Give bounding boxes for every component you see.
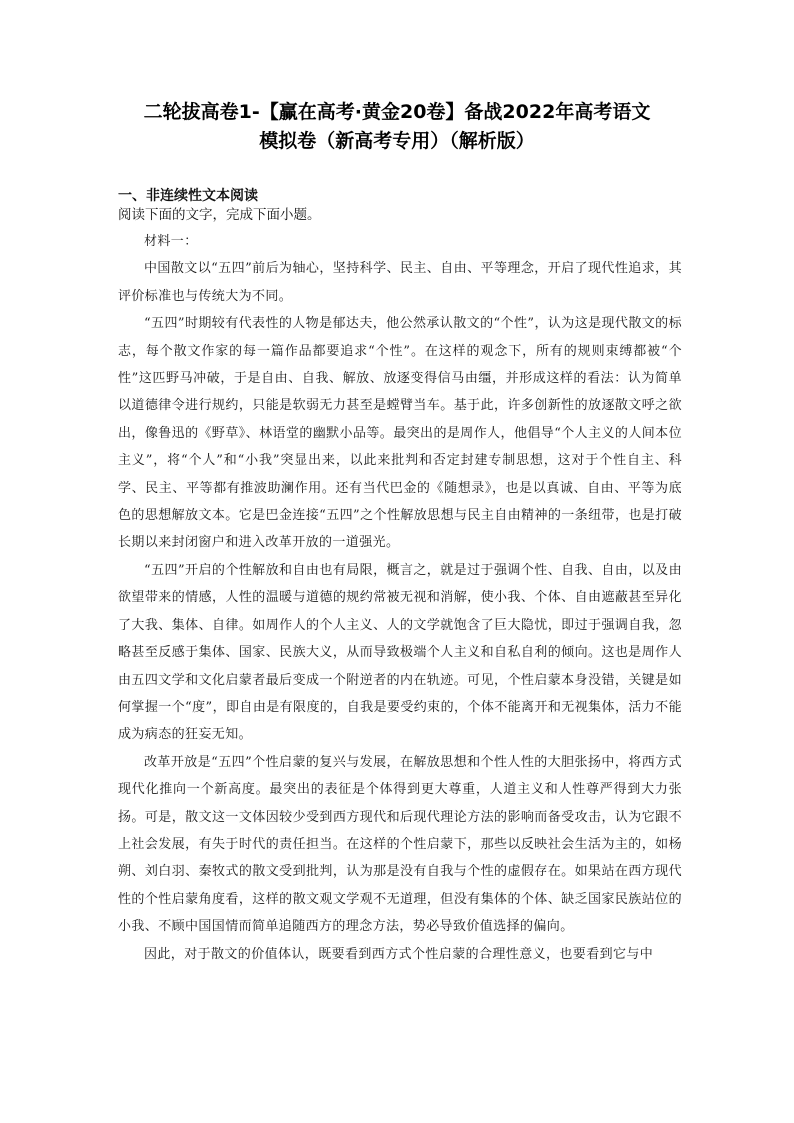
article-body <box>118 228 682 968</box>
paragraph-3: “五四”开启的个性解放和自由也有局限，概言之，就是过于强调个性、自我、自由，以及由欲望带来的情感，人性的温暖与道德的规约常被无视和消解，使小我、个体、自由遮蔽甚至异化了大我、集体、自律。如周作人的个人主义、人的文学就饱含了巨大隐忧，即过于强调自我，忽略甚至反感于集体、国家、民族大义，从而导致极端个人主义和自私自利的倾向。这也是周作人由五四文学和文化启蒙者最后变成一个附逆者的内在轨迹。可见，个性启蒙本身没错，关键是如何掌握一个“度”，即自由是有限度的，自我是要受约束的，个体不能离开和无视集体，活力不能成为病态的狂妄无知。 <box>118 562 682 743</box>
paragraph-4: 改革开放是“五四”个性启蒙的复兴与发展，在解放思想和个性人性的大胆张扬中，将西方式现代化推向一个新高度。最突出的表征是个体得到更大尊重，人道主义和人性尊严得到大力张扬。可是，散文这一文体因较少受到西方现代和后现代理论方法的影响而备受攻击，认为它跟不上社会发展，有失于时代的责任担当。在这样的个性启蒙下，那些以反映社会生活为主的，如杨朔、刘白羽、秦牧式的散文受到批判，认为那是没有自我与个性的虚假存在。如果站在西方现代性的个性启蒙角度看，这样的散文观文学观不无道理，但没有集体的个体、缺乏国家民族站位的小我、不顾中国国情而简单追随西方的理念方法，势必导致价值选择的偏向。 <box>118 754 682 935</box>
section-heading: 一、非连续性文本阅读 <box>118 188 258 204</box>
material-label: 材料一： <box>144 234 198 249</box>
paragraph-2: “五四”时期较有代表性的人物是郁达夫，他公然承认散文的“个性”，认为这是现代散文的标志，每个散文作家的每一篇作品都要追求“个性”。在这样的观念下，所有的规则束缚都被“个性”这匹野马冲破，于是自由、自我、解放、放逐变得信马由缰，并形成这样的看法：认为简单以道德律令进行规约，只能是软弱无力甚至是螳臂当车。基于此，许多创新性的放逐散文呼之欲出，像鲁迅的《野草》、林语堂的幽默小品等。最突出的是周作人，他倡导“个人主义的人间本位主义”，将“个人”和“小我”突显出来，以此来批判和否定封建专制思想，这对于个性自主、科学、民主、平等都有推波助澜作用。还有当代巴金的《随想录》，也是以真诚、自由、平等为底色的思想解放文本。它是巴金连接“五四”之个性解放思想与民主自由精神的一条纽带，也是打破长期以来封闭窗户和进入改革开放的一道强光。 <box>118 316 682 551</box>
title-line-1: 二轮拔高卷1-【赢在高考·黄金20卷】备战2022年高考语文 <box>143 101 651 123</box>
paragraph-5: 因此，对于散文的价值体认，既要看到西方式个性启蒙的合理性意义，也要看到它与中 <box>144 946 654 962</box>
paragraph-1: 中国散文以“五四”前后为轴心，坚持科学、民主、自由、平等理念，开启了现代性追求，其评价标准也与传统大为不同。 <box>118 261 682 304</box>
reading-instruction: 阅读下面的文字，完成下面小题。 <box>118 207 321 223</box>
title-line-2: 模拟卷（新高考专用）（解析版） <box>259 130 535 152</box>
document-title <box>100 98 694 156</box>
